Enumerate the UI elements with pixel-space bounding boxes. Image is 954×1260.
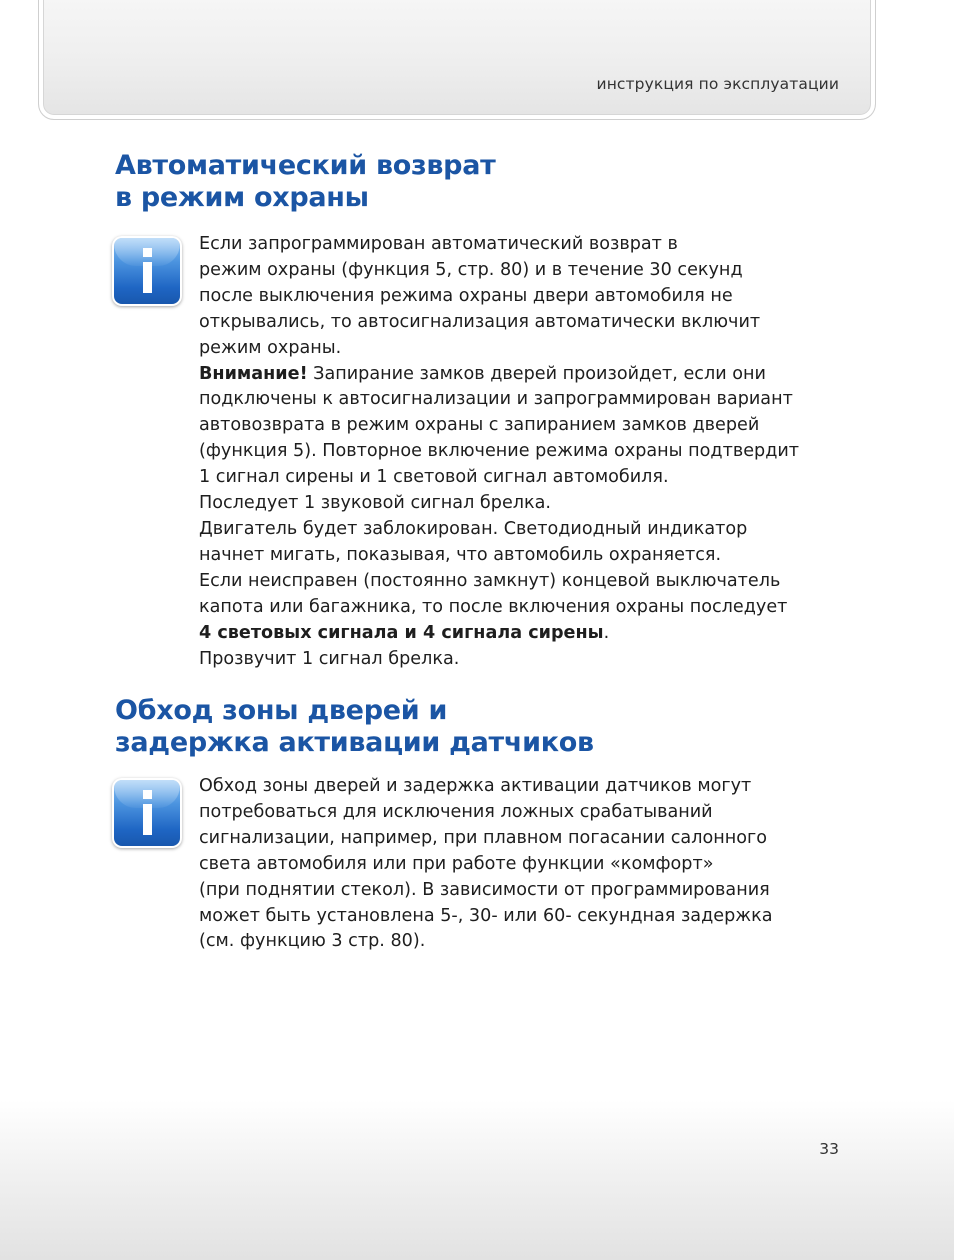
section-title-line: Автоматический возврат: [115, 150, 496, 181]
text-line: Обход зоны дверей и задержка активации датчиков могут: [199, 776, 752, 796]
bold-phrase-tail: .: [603, 622, 610, 643]
section-title-line: задержка активации датчиков: [115, 727, 594, 758]
section1-body: [199, 232, 839, 672]
text-line: автовозврата в режим охраны с запиранием замков дверей: [199, 415, 760, 436]
text-line: (при поднятии стекол). В зависимости от программирования: [199, 879, 770, 900]
text-line: (см. функцию 3 стр. 80).: [199, 931, 426, 952]
footer-gradient: [0, 1100, 954, 1260]
header-title: инструкция по эксплуатации: [596, 75, 839, 93]
bold-phrase-line: [199, 621, 839, 647]
text-line: света автомобиля или при работе функции «комфорт»: [199, 853, 714, 874]
text-line: 1 сигнал сирены и 1 световой сигнал автомобиля.: [199, 467, 669, 488]
text-line: открывались, то автосигнализация автоматически включит: [199, 311, 761, 332]
text-line: потребоваться для исключения ложных срабатываний: [199, 801, 713, 822]
section-title-line: Обход зоны дверей и: [115, 695, 448, 726]
page-number: 33: [819, 1140, 839, 1158]
warning-text: Запирание замков дверей произойдет, если они: [307, 363, 766, 384]
section2-body: [199, 774, 839, 955]
text-line: режим охраны.: [199, 337, 342, 358]
text-line: режим охраны (функция 5, стр. 80) и в течение 30 секунд: [199, 259, 743, 280]
text-line: Последует 1 звуковой сигнал брелка.: [199, 493, 552, 514]
text-line: (функция 5). Повторное включение режима охраны подтвердит: [199, 441, 800, 462]
warning-line: [199, 362, 839, 388]
text-line: капота или багажника, то после включения охраны последует: [199, 596, 788, 617]
text-line: Двигатель будет заблокирован. Светодиодный индикатор: [199, 518, 748, 539]
text-line: после выключения режима охраны двери автомобиля не: [199, 285, 733, 306]
header-panel: [38, 0, 876, 120]
warning-label: Внимание!: [199, 363, 308, 384]
section-title-line: в режим охраны: [115, 182, 369, 213]
section-title-auto-rearm: [115, 150, 495, 214]
text-line: Если запрограммирован автоматический возврат в: [199, 234, 678, 254]
text-line: начнет мигать, показывая, что автомобиль охраняется.: [199, 544, 722, 565]
text-line: сигнализации, например, при плавном погасании салонного: [199, 827, 767, 848]
info-icon: [114, 238, 180, 304]
info-icon: [114, 780, 180, 846]
section-title-door-bypass: [115, 695, 594, 759]
bold-phrase: 4 световых сигнала и 4 сигнала сирены: [199, 622, 604, 643]
text-line: Прозвучит 1 сигнал брелка.: [199, 648, 460, 669]
text-line: Если неисправен (постоянно замкнут) концевой выключатель: [199, 570, 781, 591]
text-line: может быть установлена 5-, 30- или 60- секундная задержка: [199, 905, 773, 926]
text-line: подключены к автосигнализации и запрограммирован вариант: [199, 389, 793, 410]
